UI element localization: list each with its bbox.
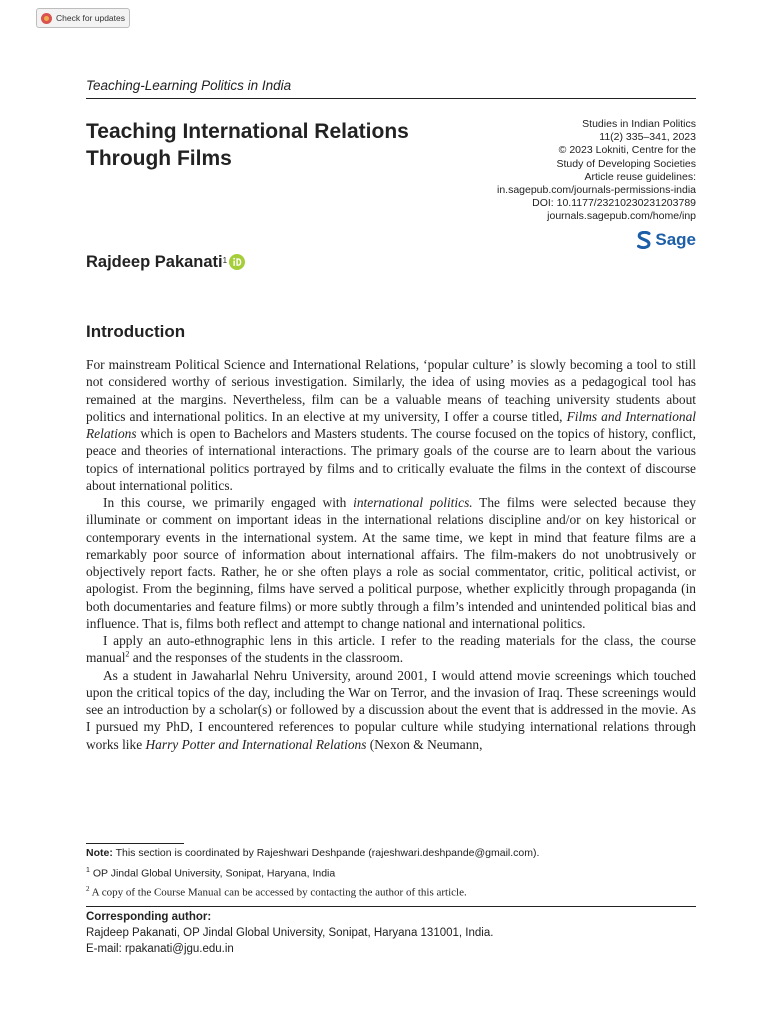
paragraph-2-text-b: The films were selected because they illuminate or comment on important ideas in the international relations discipline and/or on key historical or contemporary events in the international system. At the same time, we kept in mind that feature films are a remarkably poor source of information about international affairs. The film-makers do not unobtrusively or objectively report facts. Rather, he or she often plays a role as social commentator, critic, political activist, or apologist. From the beginning, films have served a political purpose, whether explicitly through propaganda (in both documentaries and feature films) or more subtly through a film’s intended and unintended political bias and influence. That is, films both reflect and attempt to change national and international politics. xyxy=(86,495,696,631)
paragraph-4 xyxy=(86,667,696,753)
orcid-icon[interactable] xyxy=(229,254,245,270)
reuse-guidelines-label: Article reuse guidelines: xyxy=(584,170,696,183)
cited-work-title: Harry Potter and International Relations xyxy=(145,736,367,752)
sage-logo xyxy=(637,230,696,250)
note-label: Note: xyxy=(86,847,113,859)
author-affiliation-mark: 1 xyxy=(222,256,228,265)
paragraph-3-text-b: and the responses of the students in the classroom. xyxy=(129,650,404,666)
corresponding-author-email[interactable]: E-mail: rpakanati@jgu.edu.in xyxy=(86,943,234,955)
paragraph-1 xyxy=(86,356,696,494)
footnote-1 xyxy=(86,864,696,882)
sage-s-icon xyxy=(637,231,651,249)
journal-copyright: © 2023 Lokniti, Centre for the xyxy=(558,144,696,157)
article-title-line-1: Teaching International Relations xyxy=(86,120,409,143)
paragraph-2-emphasis: international politics. xyxy=(353,495,473,510)
corresponding-author-address: Rajdeep Pakanati, OP Jindal Global University, Sonipat, Haryana 131001, India. xyxy=(86,927,494,939)
journal-homepage-link[interactable]: journals.sagepub.com/home/inp xyxy=(547,210,696,223)
corresponding-author xyxy=(86,909,493,957)
coordination-note xyxy=(86,846,696,864)
paragraph-4-text-a: As a student in Jawaharlal Nehru University, around 2001, I would attend movie screenings which touched upon the critical topics of the day, including the War on Terror, and the invasion of Iraq. These screenings would see an introduction by a scholar(s) or followed by a discussion about the event that is addressed in the movie. As I pursued my PhD, I encountered references to popular culture while studying international relations through works like xyxy=(86,667,696,752)
footnotes xyxy=(86,846,696,900)
paragraph-1-text-a: For mainstream Political Science and International Relations, ‘popular culture’ is slowly becoming a tool to still not considered worthy of serious investigation. Similarly, the idea of using movies as a pedagogical tool has remained at the margins. Nevertheless, film can be a valuable means of teaching university students about politics and international politics. In an elective at my university, I offer a course titled, xyxy=(86,357,696,424)
journal-copyright-cont: Study of Developing Societies xyxy=(556,157,696,170)
author-name: Rajdeep Pakanati xyxy=(86,253,223,271)
footnote-1-text: OP Jindal Global University, Sonipat, Haryana, India xyxy=(89,867,336,880)
paragraph-3 xyxy=(86,632,696,667)
paragraph-4-text-b: (Nexon & Neumann, xyxy=(366,736,483,752)
crossmark-icon xyxy=(41,13,52,24)
corresponding-divider xyxy=(86,906,696,907)
journal-volume: 11(2) 335–341, 2023 xyxy=(599,131,696,144)
running-header: Teaching-Learning Politics in India xyxy=(86,78,292,93)
journal-metadata xyxy=(497,118,696,224)
paragraph-1-text-b: which is open to Bachelors and Masters students. The course focused on the topics of history, conflict, peace and theories of international interactions. The primary goals of the course are to learn about the various topics of international politics portrayed by films and to critically evaluate the films in the context of discourse about international politics. xyxy=(86,426,696,493)
journal-name: Studies in Indian Politics xyxy=(582,118,696,130)
article-title-line-2: Through Films xyxy=(86,147,232,170)
footnote-divider xyxy=(86,843,184,844)
article-body xyxy=(86,356,696,753)
paragraph-2 xyxy=(86,494,696,632)
note-text: This section is coordinated by Rajeshwari Deshpande (rajeshwari.deshpande@gmail.com). xyxy=(112,847,540,859)
footnote-1-mark: 1 xyxy=(86,867,90,874)
paragraph-3-text-a: I apply an auto-ethnographic lens in this article. I refer to the reading materials for the class, the course manual xyxy=(86,633,696,666)
course-title: Films and International Relations xyxy=(86,408,697,441)
check-for-updates-label: Check for updates xyxy=(56,13,125,23)
author-line xyxy=(86,253,245,272)
header-divider xyxy=(86,98,696,99)
check-for-updates-button[interactable] xyxy=(36,8,130,28)
section-heading: Introduction xyxy=(86,322,186,341)
footnote-ref-2[interactable]: 2 xyxy=(125,649,130,659)
publisher-name: Sage xyxy=(655,230,696,249)
permissions-link[interactable]: in.sagepub.com/journals-permissions-india xyxy=(496,184,696,197)
footnote-2-text: A copy of the Course Manual can be accessed by contacting the author of this article. xyxy=(89,886,467,899)
footnote-2 xyxy=(86,882,696,900)
paragraph-2-text-a: In this course, we primarily engaged with xyxy=(103,495,354,510)
article-title xyxy=(86,118,486,172)
footnote-2-mark: 2 xyxy=(86,885,90,893)
doi-link[interactable]: DOI: 10.1177/23210230231203789 xyxy=(532,197,696,210)
corresponding-author-heading: Corresponding author: xyxy=(86,911,212,923)
